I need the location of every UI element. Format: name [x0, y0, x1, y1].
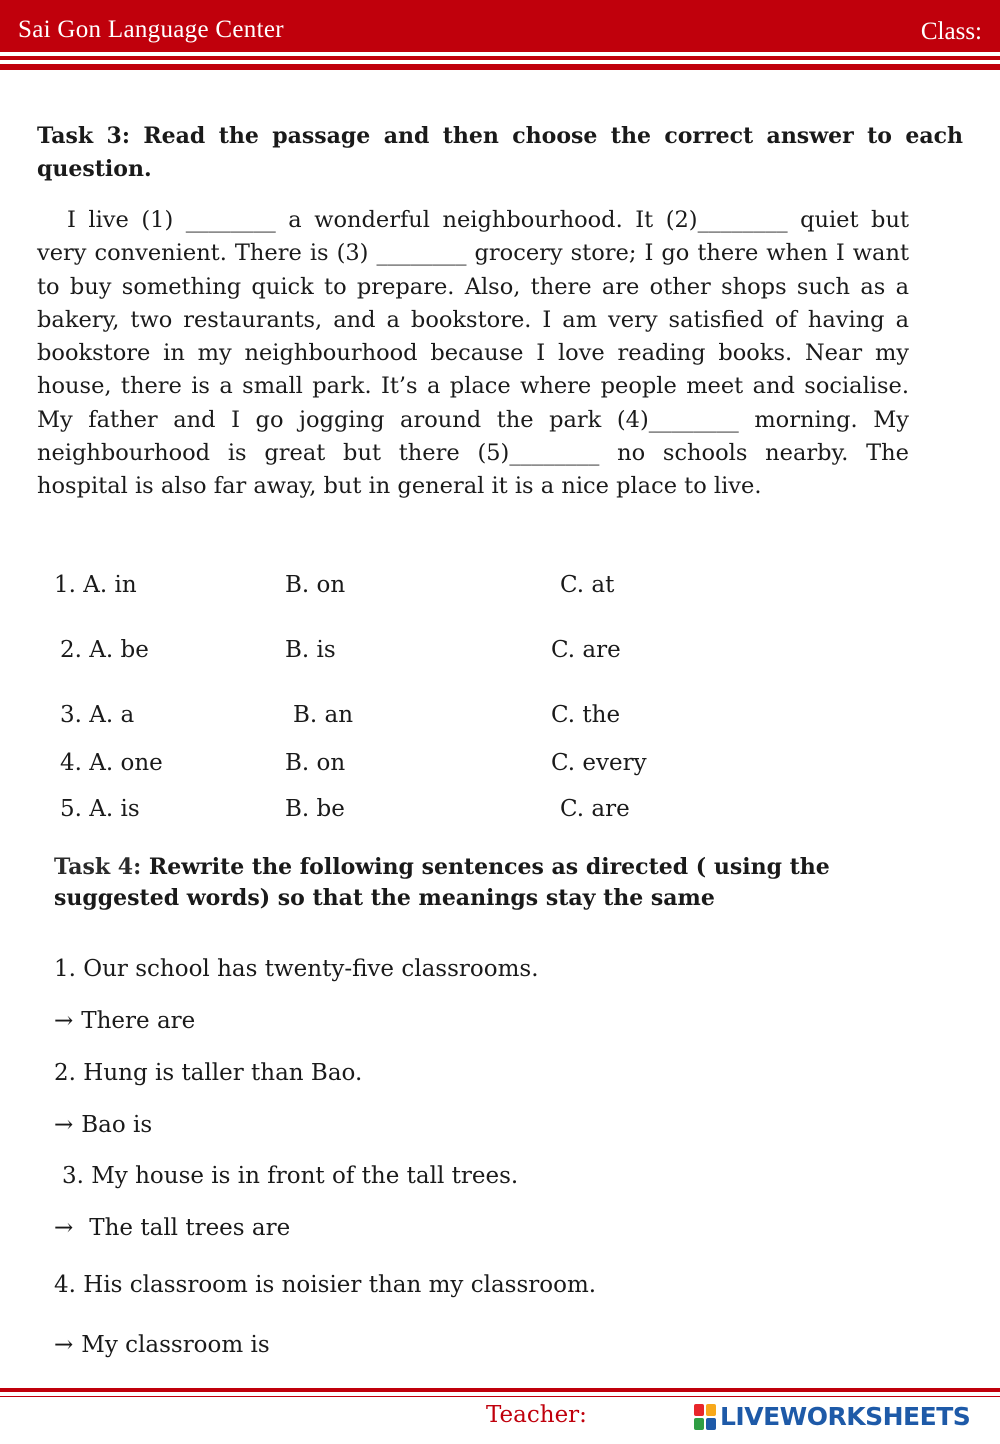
task4-sentence-3: 3. My house is in front of the tall trees.	[62, 1163, 519, 1189]
footer-divider-2	[0, 1396, 1000, 1397]
logo-square-2	[706, 1404, 716, 1416]
task4-prompt-text-2: Bao is	[81, 1112, 153, 1138]
task4-sentence-2: 2. Hung is taller than Bao.	[54, 1060, 363, 1086]
task4-sentence-4: 4. His classroom is noisier than my classroom.	[54, 1272, 597, 1298]
logo-square-1	[694, 1404, 704, 1416]
task4-prompt-2	[54, 1112, 152, 1138]
task4-label: Task 4:	[54, 854, 142, 880]
arrow-icon: →	[54, 1008, 74, 1034]
task3-passage: I live (1) ________ a wonderful neighbourhood. It (2)________ quiet but very convenient. There is (3) ________ grocery store; I go there when I want to buy something quick to prepare. Also, there are other shops such as a bakery, two restaurants, and a bookstore. I am very satisfied of having a bookstore in my neighbourhood because I love reading books. Near my house, there is a small park. It’s a place where people meet and socialise. My father and I go jogging around the park (4)________ morning. My neighbourhood is great but there (5)________ no schools nearby. The hospital is also far away, but in general it is a nice place to live.	[37, 207, 909, 500]
q4-option-c: C. every	[551, 750, 647, 776]
liveworksheets-logo-text: LIVEWORKSHEETS	[720, 1402, 971, 1431]
task4-prompt-text-3: The tall trees are	[89, 1215, 291, 1241]
q5-option-c: C. are	[560, 796, 630, 822]
footer-divider	[0, 1388, 1000, 1392]
arrow-icon: →	[54, 1112, 74, 1138]
task4-prompt-1	[54, 1008, 195, 1034]
task4-title	[54, 852, 934, 914]
arrow-icon: →	[54, 1215, 74, 1241]
class-label: Class:	[920, 18, 982, 45]
header-divider-2	[0, 64, 1000, 70]
q2-option-c: C. are	[551, 637, 621, 663]
task3-title: Task 3: Read the passage and then choose the correct answer to each question.	[37, 123, 963, 182]
logo-square-4	[706, 1418, 716, 1430]
task4-prompt-text-4: My classroom is	[81, 1332, 270, 1358]
q2-option-a: 2. A. be	[60, 637, 149, 663]
center-name: Sai Gon Language Center	[18, 16, 284, 43]
q4-option-b: B. on	[285, 750, 346, 776]
liveworksheets-logo-icon	[694, 1404, 716, 1430]
teacher-label: Teacher:	[486, 1402, 587, 1428]
arrow-icon: →	[54, 1332, 74, 1358]
liveworksheets-logo[interactable]	[694, 1402, 970, 1431]
task4-instruction: Rewrite the following sentences as directed ( using the suggested words) so that the meanings stay the same	[54, 854, 830, 911]
task4-sentence-1: 1. Our school has twenty-five classrooms.	[54, 956, 539, 982]
q3-option-b: B. an	[293, 702, 354, 728]
q1-option-c: C. at	[560, 572, 615, 598]
task4-prompt-3	[54, 1215, 290, 1241]
q3-option-c: C. the	[551, 702, 621, 728]
q5-option-b: B. be	[285, 796, 345, 822]
q1-option-b: B. on	[285, 572, 346, 598]
header-divider	[0, 56, 1000, 60]
q4-option-a: 4. A. one	[60, 750, 163, 776]
q2-option-b: B. is	[285, 637, 336, 663]
task4-prompt-text-1: There are	[81, 1008, 196, 1034]
task4-prompt-4	[54, 1332, 270, 1358]
q3-option-a: 3. A. a	[60, 702, 135, 728]
q5-option-a: 5. A. is	[60, 796, 140, 822]
q1-option-a: 1. A. in	[54, 572, 137, 598]
logo-square-3	[694, 1418, 704, 1430]
